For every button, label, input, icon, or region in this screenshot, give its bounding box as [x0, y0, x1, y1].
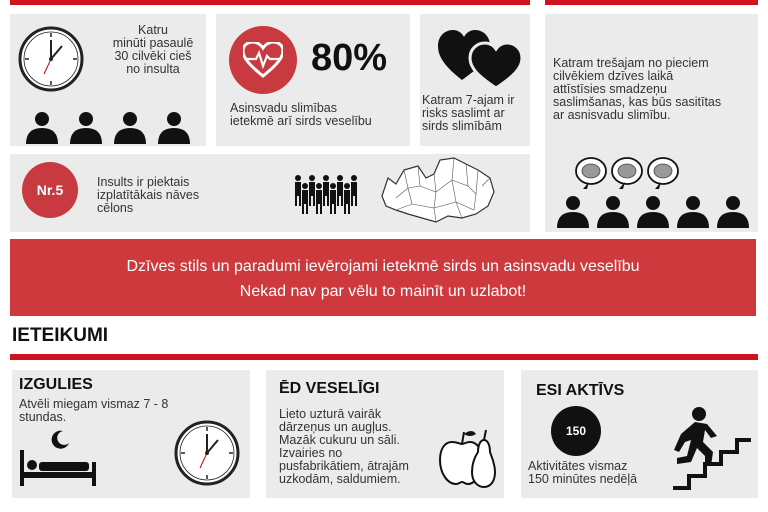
rank-stat-text: Insults ir piektais izplatītākais nāves cēlons [97, 175, 200, 215]
brain-bubbles-icon [575, 156, 685, 192]
eat-heading: ĒD VESELĪGI [279, 380, 380, 397]
crowd-icon [292, 174, 364, 216]
sleep-text: Atvēli miegam vismaz 7 - 8 stundas. [19, 397, 169, 424]
banner-line-2: Nekad nav par vēlu to mainīt un uzlabot! [239, 283, 527, 300]
active-heading: ESI AKTĪVS [536, 382, 625, 399]
section-rule [10, 354, 758, 360]
stat-card-percent [216, 14, 410, 146]
rank-badge [22, 162, 78, 218]
hearts-stat-text: Katram 7-ajam ir risks saslimt ar sirds slimībām [422, 93, 515, 133]
clock-icon [18, 26, 84, 92]
stat-card-brain [545, 14, 758, 232]
lifestyle-banner [10, 239, 756, 316]
clock-stat-text: Katru minūti pasaulē 30 cilvēki cieš no insulta [112, 23, 194, 76]
people-row-five-icon [555, 194, 755, 228]
percent-value: 80% [311, 37, 388, 79]
heart-pulse-badge [229, 26, 297, 94]
stairs-runner-icon [667, 406, 753, 492]
minutes-badge-label: 150 [565, 424, 587, 438]
moon-icon [50, 430, 70, 450]
apple-pear-icon [438, 424, 496, 488]
bed-icon [20, 450, 96, 488]
eat-text: Lieto uzturā vairāk dārzeņus un augļus. Mazāk cukuru un sāli. Izvairies no pusfabrikātiem, ātrajām uzkodām, saldumiem. [279, 407, 409, 486]
minutes-badge [551, 406, 601, 456]
sleep-heading: IZGULIES [19, 376, 93, 393]
recommendations-title: IETEIKUMI [12, 325, 109, 346]
brain-stat-text: Katram trešajam no pieciem cilvēkiem dzīves laikā attīstīsies smadzeņu saslimšanas, kas būs sasitītas ar asnisvadu slimību. [553, 56, 722, 122]
top-rule-left [10, 0, 530, 5]
top-rule-right [545, 0, 758, 5]
stat-card-rank [10, 154, 530, 232]
tip-card-eat [266, 370, 504, 498]
rank-badge-label: Nr.5 [36, 182, 64, 198]
stat-card-clock [10, 14, 206, 146]
alarm-clock-icon [174, 420, 240, 486]
two-hearts-icon [438, 28, 522, 90]
stat-card-hearts [420, 14, 530, 146]
banner-line-1: Dzīves stils un paradumi ievērojami ietekmē sirds un asinsvadu veselību [126, 258, 640, 275]
percent-stat-text: Asinsvadu slimības ietekmē arī sirds veselību [230, 101, 372, 128]
active-text: Aktivitātes vismaz 150 minūtes nedēļā [528, 459, 638, 486]
latvia-map-icon [378, 156, 496, 228]
people-row-icon [24, 110, 200, 144]
tip-card-sleep [12, 370, 250, 498]
heart-pulse-icon [243, 42, 283, 78]
tip-card-active [521, 370, 758, 498]
